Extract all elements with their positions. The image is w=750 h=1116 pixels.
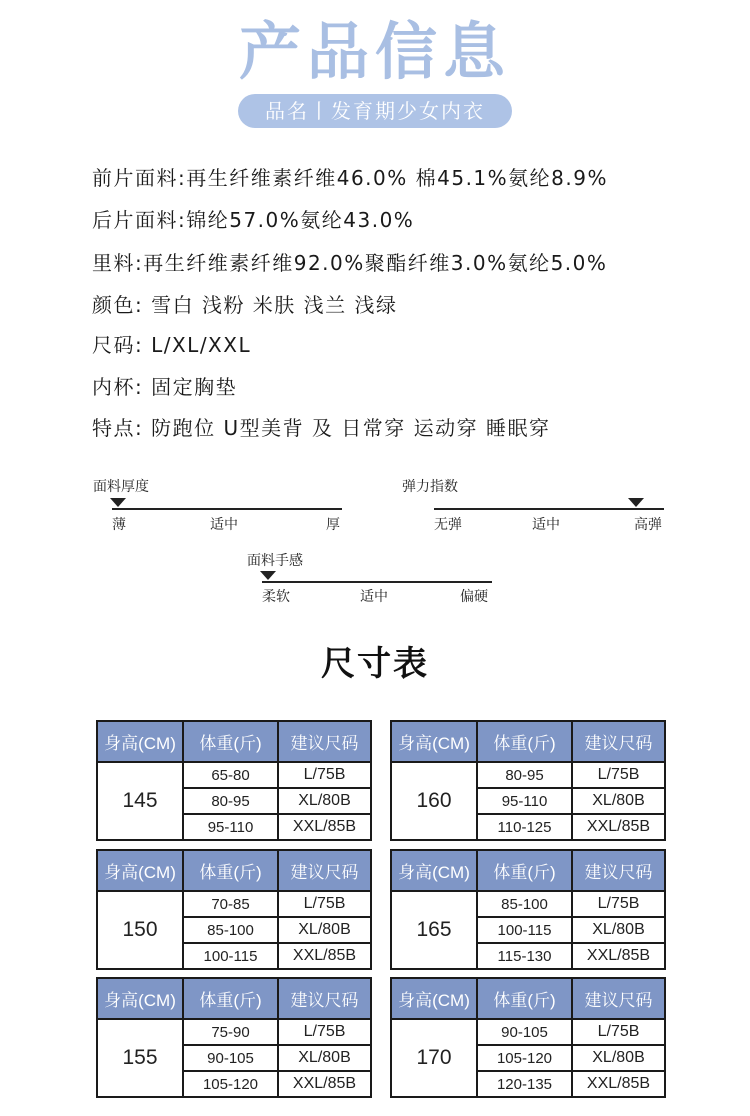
height-cell: 150 bbox=[97, 891, 183, 969]
table-header-cell: 体重(斤) bbox=[183, 978, 278, 1019]
weight-cell: 110-125 bbox=[477, 814, 572, 840]
table-row bbox=[97, 762, 371, 788]
weight-cell: 90-105 bbox=[183, 1045, 278, 1071]
size-cell: L/75B bbox=[278, 762, 371, 788]
table-header-cell: 身高(CM) bbox=[97, 978, 183, 1019]
size-cell: L/75B bbox=[572, 891, 665, 917]
size-table-150 bbox=[96, 849, 372, 970]
size-chart-title: 尺寸表 bbox=[321, 644, 429, 684]
weight-cell: 95-110 bbox=[477, 788, 572, 814]
weight-cell: 100-115 bbox=[477, 917, 572, 943]
size-cell: XL/80B bbox=[278, 788, 371, 814]
size-table-160 bbox=[390, 720, 666, 841]
weight-cell: 105-120 bbox=[183, 1071, 278, 1097]
table-header-cell: 体重(斤) bbox=[183, 850, 278, 891]
table-header-cell: 建议尺码 bbox=[278, 978, 371, 1019]
size-cell: XXL/85B bbox=[278, 1071, 371, 1097]
spec-back-fabric: 后片面料:锦纶57.0%氨纶43.0% bbox=[92, 208, 415, 232]
size-cell: XL/80B bbox=[278, 1045, 371, 1071]
weight-cell: 80-95 bbox=[183, 788, 278, 814]
scale-label-low: 柔软 bbox=[262, 589, 290, 605]
table-row bbox=[391, 1019, 665, 1045]
scale-marker-icon bbox=[110, 498, 126, 507]
scale-line bbox=[262, 581, 492, 583]
size-cell: L/75B bbox=[278, 1019, 371, 1045]
table-row bbox=[391, 762, 665, 788]
size-cell: XXL/85B bbox=[278, 943, 371, 969]
table-header-cell: 身高(CM) bbox=[97, 721, 183, 762]
weight-cell: 70-85 bbox=[183, 891, 278, 917]
size-table-145 bbox=[96, 720, 372, 841]
size-cell: XXL/85B bbox=[278, 814, 371, 840]
table-header-cell: 体重(斤) bbox=[477, 721, 572, 762]
size-cell: XL/80B bbox=[278, 917, 371, 943]
table-header-cell: 建议尺码 bbox=[572, 721, 665, 762]
table-header-cell: 建议尺码 bbox=[278, 721, 371, 762]
weight-cell: 85-100 bbox=[477, 891, 572, 917]
scale-marker-icon bbox=[260, 571, 276, 580]
table-header-cell: 身高(CM) bbox=[97, 850, 183, 891]
spec-features: 特点: 防跑位 U型美背 及 日常穿 运动穿 睡眠穿 bbox=[92, 416, 551, 440]
scale-label-high: 偏硬 bbox=[460, 589, 488, 605]
scale-label-mid: 适中 bbox=[360, 589, 388, 605]
weight-cell: 100-115 bbox=[183, 943, 278, 969]
size-cell: XL/80B bbox=[572, 917, 665, 943]
table-header-cell: 体重(斤) bbox=[477, 850, 572, 891]
scale-label-high: 高弹 bbox=[634, 517, 662, 533]
scale-line bbox=[434, 508, 664, 510]
table-header-cell: 身高(CM) bbox=[391, 721, 477, 762]
scale-marker-icon bbox=[628, 498, 644, 507]
scale-line bbox=[112, 508, 342, 510]
size-cell: L/75B bbox=[572, 762, 665, 788]
scale-label-low: 薄 bbox=[112, 517, 126, 533]
height-cell: 145 bbox=[97, 762, 183, 840]
height-cell: 165 bbox=[391, 891, 477, 969]
scale-label-mid: 适中 bbox=[210, 517, 238, 533]
weight-cell: 65-80 bbox=[183, 762, 278, 788]
scale-title: 弹力指数 bbox=[402, 479, 458, 495]
weight-cell: 115-130 bbox=[477, 943, 572, 969]
scale-title: 面料厚度 bbox=[93, 479, 149, 495]
table-header-cell: 建议尺码 bbox=[572, 850, 665, 891]
table-header-cell: 体重(斤) bbox=[477, 978, 572, 1019]
product-name-badge: 品名丨发育期少女内衣 bbox=[238, 94, 512, 128]
size-cell: XXL/85B bbox=[572, 1071, 665, 1097]
scale-label-mid: 适中 bbox=[532, 517, 560, 533]
table-row bbox=[97, 1019, 371, 1045]
weight-cell: 85-100 bbox=[183, 917, 278, 943]
weight-cell: 120-135 bbox=[477, 1071, 572, 1097]
page-title: 产品信息 bbox=[238, 15, 511, 88]
size-table-165 bbox=[390, 849, 666, 970]
size-cell: XXL/85B bbox=[572, 814, 665, 840]
spec-colors: 颜色: 雪白 浅粉 米肤 浅兰 浅绿 bbox=[92, 293, 398, 317]
spec-lining: 里料:再生纤维素纤维92.0%聚酯纤维3.0%氨纶5.0% bbox=[92, 251, 608, 275]
table-header-cell: 体重(斤) bbox=[183, 721, 278, 762]
weight-cell: 75-90 bbox=[183, 1019, 278, 1045]
size-cell: L/75B bbox=[572, 1019, 665, 1045]
table-header-cell: 建议尺码 bbox=[278, 850, 371, 891]
weight-cell: 105-120 bbox=[477, 1045, 572, 1071]
table-row bbox=[391, 891, 665, 917]
spec-front-fabric: 前片面料:再生纤维素纤维46.0% 棉45.1%氨纶8.9% bbox=[92, 166, 608, 190]
scale-label-low: 无弹 bbox=[434, 517, 462, 533]
spec-inner-cup: 内杯: 固定胸垫 bbox=[92, 375, 238, 399]
scale-title: 面料手感 bbox=[247, 553, 303, 569]
weight-cell: 95-110 bbox=[183, 814, 278, 840]
size-table-155 bbox=[96, 977, 372, 1098]
spec-sizes: 尺码: L/XL/XXL bbox=[92, 333, 252, 357]
height-cell: 160 bbox=[391, 762, 477, 840]
table-header-cell: 建议尺码 bbox=[572, 978, 665, 1019]
size-cell: XXL/85B bbox=[572, 943, 665, 969]
table-row bbox=[97, 891, 371, 917]
size-cell: XL/80B bbox=[572, 788, 665, 814]
size-cell: XL/80B bbox=[572, 1045, 665, 1071]
height-cell: 155 bbox=[97, 1019, 183, 1097]
scale-label-high: 厚 bbox=[326, 517, 340, 533]
table-header-cell: 身高(CM) bbox=[391, 978, 477, 1019]
size-cell: L/75B bbox=[278, 891, 371, 917]
weight-cell: 80-95 bbox=[477, 762, 572, 788]
weight-cell: 90-105 bbox=[477, 1019, 572, 1045]
table-header-cell: 身高(CM) bbox=[391, 850, 477, 891]
height-cell: 170 bbox=[391, 1019, 477, 1097]
size-table-170 bbox=[390, 977, 666, 1098]
